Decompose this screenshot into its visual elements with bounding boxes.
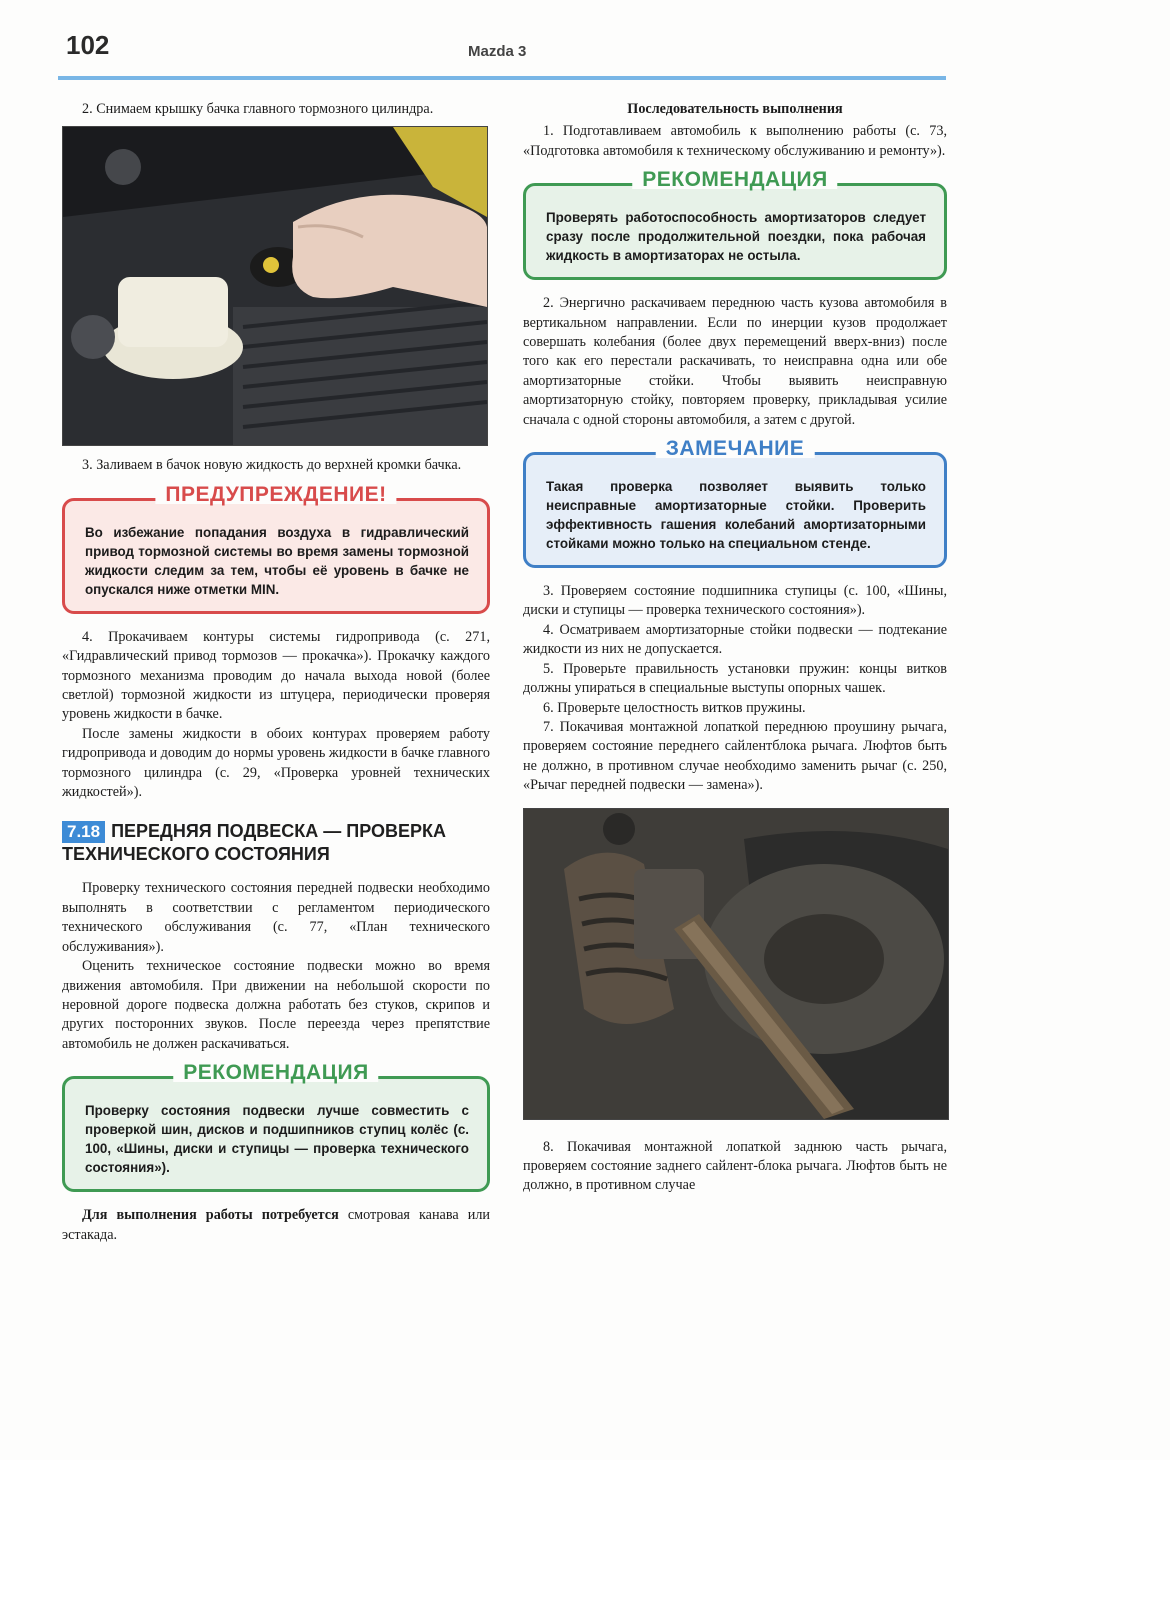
note-title: ЗАМЕЧАНИЕ xyxy=(656,439,815,458)
recommendation-title-left: РЕКОМЕНДАЦИЯ xyxy=(173,1063,378,1082)
note-text: Такая проверка позволяет выявить только неисправные амортизаторные стойки. Проверить эффективность гашения колебаний амортизаторными стойками можно только на специальном стенде. xyxy=(546,479,926,552)
warning-text: Во избежание попадания воздуха в гидравлический привод тормозной системы во время замены тормозной жидкости следим за тем, чтобы её уровень в бачке не опускался ниже отметки MIN. xyxy=(85,524,469,597)
step-5-springs-text: 5. Проверьте правильность установки пружин: концы витков должны упираться в специальные выступы опорных чашек. xyxy=(523,660,947,697)
recommendation-text-right: Проверять работоспособность амортизаторов следует сразу после продолжительной поездки, пока рабочая жидкость в амортизаторах не остыла. xyxy=(546,210,926,264)
requirements-text xyxy=(62,1206,490,1245)
intro-paragraph-1: Проверку технического состояния передней подвески необходимо выполнять в соответствии с регламентом периодического технического обслуживания (с. 77, «План технического обслуживания»). xyxy=(62,880,490,955)
after-replacement-text: После замены жидкости в обоих контурах проверяем работу гидропривода и доводим до нормы уровень жидкости в бачке главного тормозного цилиндра (с. 29, «Проверка уровней технических жидкостей»). xyxy=(62,725,490,801)
brake-reservoir-photo xyxy=(62,126,488,446)
brake-reservoir-illustration xyxy=(63,127,487,445)
header-rule xyxy=(58,76,946,80)
step-4-struts-text: 4. Осматриваем амортизаторные стойки подвески — подтекание жидкости из них не допускается. xyxy=(523,621,947,658)
warning-box xyxy=(62,482,490,614)
step-8-text: 8. Покачивая монтажной лопаткой заднюю часть рычага, проверяем состояние заднего сайлент-блока рычага. Люфтов быть не должно, в противном случае xyxy=(523,1138,947,1194)
step-6-coils-text: 6. Проверьте целостность витков пружины. xyxy=(543,699,806,716)
left-column xyxy=(62,100,490,1245)
section-heading xyxy=(62,820,490,865)
page-margin-bottom xyxy=(0,1460,1170,1600)
right-column xyxy=(523,100,947,1196)
step-2-shock-text: 2. Энергично раскачиваем переднюю часть кузова автомобиля в вертикальном направлении. Если по инерции кузов продолжает совершать колебания (более двух перемещений вверх-вниз) после того как его перестали раскачивать, то неисправна одна или обе амортизаторные стойки. Чтобы выявить неисправную амортизаторную стойку, повторяем проверку, прикладывая усилие сначала с одной стороны автомобиля, а затем с другой. xyxy=(523,295,947,428)
requirements-value: смотровая канава или эстакада. xyxy=(62,1207,490,1243)
running-title: Mazda 3 xyxy=(468,43,527,60)
page-number: 102 xyxy=(66,30,110,60)
suspension-arm-photo xyxy=(523,808,949,1120)
step-3-text: 3. Заливаем в бачок новую жидкость до верхней кромки бачка. xyxy=(82,457,462,474)
section-number-badge: 7.18 xyxy=(62,821,105,843)
suspension-arm-illustration xyxy=(524,809,948,1119)
intro-paragraph-2: Оценить техническое состояние подвески можно во время движения автомобиля. При движении на небольшой скорости по неровной дороге подвеска должна работать без стуков, скрипов и других посторонних звуков. После переезда через препятствие автомобиль не должен раскачиваться. xyxy=(62,958,490,1052)
recommendation-title-right: РЕКОМЕНДАЦИЯ xyxy=(632,170,837,189)
step-2-text: 2. Снимаем крышку бачка главного тормозного цилиндра. xyxy=(82,101,434,117)
section-title: ПЕРЕДНЯЯ ПОДВЕСКА — ПРОВЕРКА ТЕХНИЧЕСКОГО СОСТОЯНИЯ xyxy=(62,821,446,865)
step-3-hub-text: 3. Проверяем состояние подшипника ступицы (с. 100, «Шины, диски и ступицы — проверка технического состояния»). xyxy=(523,583,947,619)
sequence-heading: Последовательность выполнения xyxy=(627,101,843,117)
recommendation-box-left xyxy=(62,1061,490,1192)
warning-title: ПРЕДУПРЕЖДЕНИЕ! xyxy=(155,485,396,504)
requirements-label: Для выполнения работы потребуется xyxy=(82,1207,339,1224)
note-box xyxy=(523,437,947,568)
recommendation-box-right xyxy=(523,168,947,280)
recommendation-text-left: Проверку состояния подвески лучше совместить с проверкой шин, дисков и подшипников ступиц колёс (с. 100, «Шины, диски и ступицы — проверка технического состояния»). xyxy=(85,1103,469,1176)
step-7-bushing-text: 7. Покачивая монтажной лопаткой переднюю проушину рычага, проверяем состояние переднего сайлентблока рычага. Люфтов быть не должно, в противном случае необходимо заменить рычаг (с. 250, «Рычаг передней подвески — замена»). xyxy=(523,718,947,794)
step-1-text: 1. Подготавливаем автомобиль к выполнению работы (с. 73, «Подготовка автомобиля к техническому обслуживанию и ремонту»). xyxy=(523,123,947,159)
step-4-text: 4. Прокачиваем контуры системы гидропривода (с. 271, «Гидравлический привод тормозов — прокачка»). Прокачку каждого тормозного механизма проводим до начала выхода новой (более светлой) тормозной жидкости из штуцера, периодически проверяя уровень жидкости в бачке. xyxy=(62,628,490,723)
